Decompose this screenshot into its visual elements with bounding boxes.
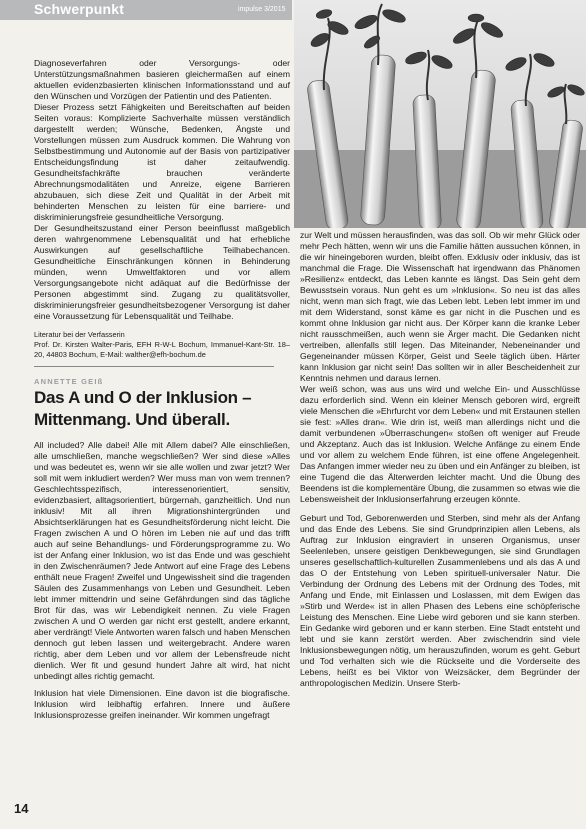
issue-label: impulse 3/2015 <box>238 6 286 13</box>
body-paragraph: Geburt und Tod, Geborenwerden und Sterben, sind mehr als der Anfang und das Ende des Lebens. Sie sind Grundprinzipien allen Lebens, als Auftrag zur Inklusion eingraviert in unseren Organismus, unser Seelenleben, unsere geistigen Denkbewegungen, sie sind Grundlagen unseres gesellschaftlich-kulturellen Zusammenlebens und als das A und das O der Entstehung von Leben spirituell-universaler Natur. Die Verbindung der Ordnung des Lebens mit der Ordnung des Todes, mit Anfang und Ende, mit Einlassen und Loslassen, mit dem Ewigen das »Stirb und Werde« ist in allen Phasen des Lebens eine schöpferische Leistung des Menschen. Eine Liebe wird geboren und sie kann sterben. Ein Gedanke wird geboren und er kann sterben. Eine Stadt entsteht und lebt und sie kann zerstört werden. Aber zwischendrin sind viele Inklusionsbewegungen nötig, um herauszufinden, worum es geht. Geburt und Tod verhalten sich wie die Rückseite und die Vorderseite des Lebens, heißt es bei Viktor von Weizsäcker, dem Begründer der anthropologischen Medizin. Unsere Sterb- <box>300 513 580 688</box>
author-kicker: ANNETTE GEIß <box>34 377 104 386</box>
divider <box>34 366 274 367</box>
literature-note: Literatur bei der Verfasserin <box>34 330 125 339</box>
left-column <box>34 58 290 721</box>
page-number: 14 <box>14 801 29 816</box>
body-paragraph: Diagnoseverfahren oder Versorgungs- oder Unterstützungsmaßnahmen basieren gleichermaßen auf einem aktuellen evidenzbasierten klinischen Informationsstand und auf den Wünschen und Vorzügen der Patientin und des Patienten. <box>34 58 290 101</box>
article-headline-line1: Das A und O der Inklusion – <box>34 388 252 407</box>
body-paragraph: zur Welt und müssen herausfinden, was das soll. Ob wir mehr Glück oder mehr Pech hätten, wenn wir uns die Familie hätten aussuchen können, in die wir hineingeboren wurden, bleibt offen. Exklusiv oder inklusiv, das ist manchmal die Frage. Die Wissenschaft hat irgendwann das Phänomen »Resilienz« entdeckt, das Leben kannte es längst. Das Sein geht dem Bewusstsein voraus. Nun geht es um »Inklusion«. So neu ist das alles nicht, wenn man sich fragt, wie das Leben lebt. Leben lebt immer im und mit dem Widerstand, sonst käme es gar nicht in die Puschen und es kommt ohne Inklusion gar nicht aus. Der Körper kann die kranke Leber nicht rausschmeißen, auch wenn sie Ärger macht. Die Gedanken nicht vertreiben, allenfalls still legen. Das Miteinander, Nebeneinander und Gegeneinander müssen Körper, Geist und Seele täglich üben. Härter kann Inklusion gar nicht sein! Das sollten wir in aller Bescheidenheit zur Kenntnis nehmen und daraus lernen. <box>300 230 580 383</box>
body-paragraph: Der Gesundheitszustand einer Person beeinflusst maßgeblich deren wahrgenommene Lebensqualität und hat erhebliche Auswirkungen auf gesellschaftliche Teilhabechancen. Gesundheitliche Einschränkungen können in Behinderung münden, wenn Umweltfaktoren und vor allem Versorgungsangebote nicht adäquat auf die Bedürfnisse der Personen abgestimmt sind. Zugang zu qualitätsvoller, diskriminierungsfreier gesundheitsbezogener Versorgung ist daher eine Voraussetzung für Lebensqualität und Teilhabe. <box>34 223 290 321</box>
body-paragraph: Inklusion hat viele Dimensionen. Eine davon ist die biografische. Inklusion wird leibhaftig erfahren. Innere und äußere Inklusionsprozesse greifen ineinander. Wir kommen ungefragt <box>34 688 290 720</box>
section-title: Schwerpunkt <box>34 1 125 17</box>
section-header-bar <box>0 0 292 20</box>
body-paragraph: All included? Alle dabei! Alle mit Allem dabei? Alle einschließen, alle umschließen, manche wegschließen? Wer sind diese »Alles und was bedeutet es, wenn wir sie alle wollen und zwar jetzt? Wer soll mit wem inkludiert werden? Wer muss man von wem trennen? Geschlechtsspezifisch, interessenorientiert, sensitiv, evidenzbasiert, alltagsorientiert, bürgernah, ganzheitlich. Und nun inklusiv! Mit all ihren Migrationshintergründen und Absichtserklärungen hat es Gesundheitsförderung nicht leicht. Die Fragen zwischen A und O hören im Leben nie auf und das trifft auch auf seine Behandlungs- und Förderungsprogramme zu. Wo ist der Anfang einer Inklusion, wo ist das Ende und was geschieht in den Zwischenräumen? Jede Antwort auf eine Frage des Lebens enthält neue Fragen! Zweifel und Ungewissheit sind die tragenden Säulen des Zusammenhangs von Leben und Gesundheit. Leben lebt immer mittendrin und seine Gefährdungen sind das tägliche Brot für das, was wir Lebendigkeit nennen. Zu viele Fragen zwischen A und O werden gar nicht erst gestellt, andere erkannt, aber verdrängt! Viele Antworten waren falsch und haben Menschen dennoch gut leben lassen und weitergebracht. Andere waren richtig, aber dem Leben und vor allem der Lebensfreude nicht dienlich. Wer fit und gesund hundert Jahre alt wird, hat nicht unbedingt alles richtig gemacht. <box>34 440 290 681</box>
right-column <box>300 230 580 689</box>
author-address: Prof. Dr. Kirsten Walter-Paris, EFH R-W-L Bochum, Immanuel-Kant-Str. 18–20, 44803 Bochum, E-Mail: walther@efh-bochum.de <box>34 340 290 359</box>
body-paragraph: Dieser Prozess setzt Fähigkeiten und Bereitschaften auf beiden Seiten voraus: Komplizierte Sachverhalte müssen verständlich dargestellt werden; Wünsche, Bedenken, Ängste und Vorstellungen müssen zum Ausdruck kommen. Die Wahrung von Selbstbestimmung und Autonomie auf der Basis von partizipativer Entscheidungsfindung ist daher zeitaufwendig. Gesundheitsfachkräfte brauchen veränderte Abrechnungsmodalitäten und Anreize, eigene Barrieren abzubauen, sich diese Zeit und Qualität in der Arbeit mit behinderten Menschen zu leisten für eine barriere- und diskriminierungsfreie gesundheitliche Versorgung. <box>34 102 290 222</box>
article-headline-line2: Mittenmang. Und überall. <box>34 410 230 429</box>
seedlings-photo <box>294 0 586 228</box>
body-paragraph: Wer weiß schon, was aus uns wird und welche Ein- und Ausschlüsse dazu erforderlich sind. Wenn ein kleiner Mensch geboren wird, ergreift viele Menschen die »Ehrfurcht vor dem Leben« und mit Erstaunen stellen sie fest: »Alles dran«. Wie drin ist, weiß man allerdings nicht und die damit verbundenen »Überraschungen« stoßen oft weniger auf Freude und Akzeptanz. Auch das ist Inklusion. Welche Anfänge zu einem Ende und vor allem zu welchem Ende führen, ist eine offene Angelegenheit. Das Anfangen immer wieder neu zu üben und ein Anfänger zu bleiben, ist eine Tugend die das Älterwerden leichter macht. Und die Übung des Beendens ist die komplementäre Übung, die zusammen so etwas wie die Lebensweisheit der Inklusionserfahrung erzeugen könnte. <box>300 384 580 504</box>
